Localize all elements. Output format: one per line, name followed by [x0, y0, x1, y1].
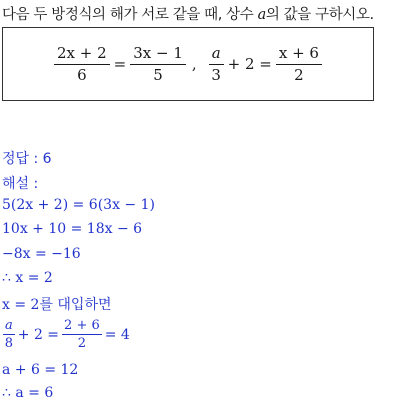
- step6-end: = 4: [104, 326, 130, 343]
- step6-fraction-2: [62, 318, 102, 351]
- step6-denominator-1: 8: [4, 336, 14, 351]
- solution-step-2: 10x + 10 = 18x − 6: [2, 221, 143, 237]
- equation-row: [3, 28, 373, 100]
- eq2-left-numerator: a: [209, 45, 224, 65]
- step6-numerator-2: 2 + 6: [64, 318, 100, 333]
- question-text-before: 다음 두 방정식의 해가 서로 같을 때, 상수: [2, 7, 258, 23]
- solution-step-1: 5(2x + 2) = 6(3x − 1): [2, 197, 155, 213]
- solution-step-8: ∴ a = 6: [2, 385, 54, 401]
- eq2-right-denominator: 2: [294, 65, 304, 84]
- eq1-right-numerator: 3x − 1: [130, 45, 186, 65]
- eq2-right-fraction: [276, 45, 322, 84]
- eq2-left-fraction: [209, 45, 224, 84]
- eq1-right-fraction: [130, 45, 186, 84]
- eq1-right-denominator: 5: [153, 65, 163, 84]
- step6-denominator-2: 2: [77, 336, 87, 351]
- eq1-equals: =: [113, 55, 127, 73]
- eq2-right-numerator: x + 6: [276, 45, 322, 65]
- eq2-left-denominator: 3: [211, 65, 221, 84]
- question-variable: a: [257, 7, 266, 23]
- answer-label: 정답 : 6: [2, 151, 52, 167]
- step6-middle: + 2 =: [17, 326, 60, 343]
- solution-step-5: [2, 294, 112, 314]
- solution-step-6: [2, 318, 130, 351]
- eq1-left-numerator: 2x + 2: [54, 45, 110, 65]
- step6-fraction-a-over-8: [3, 318, 15, 351]
- eq1-left-denominator: 6: [77, 65, 87, 84]
- solution-step-5-text: 를 대입하면: [39, 297, 112, 313]
- equation-separator: ,: [191, 55, 197, 73]
- explanation-label: 해설 :: [2, 176, 39, 192]
- step6-numerator-1: a: [5, 318, 13, 333]
- solution-step-3: −8x = −16: [2, 246, 81, 262]
- solution-step-7: a + 6 = 12: [2, 362, 79, 378]
- equation-box: [2, 27, 374, 101]
- question-text: [2, 3, 374, 24]
- solution-step-5-math: x = 2: [2, 297, 40, 313]
- solution-step-4: ∴ x = 2: [2, 270, 53, 286]
- eq1-left-fraction: [54, 45, 110, 84]
- eq2-plus-two: + 2 =: [227, 55, 272, 73]
- question-text-after: 의 값을 구하시오.: [265, 7, 374, 23]
